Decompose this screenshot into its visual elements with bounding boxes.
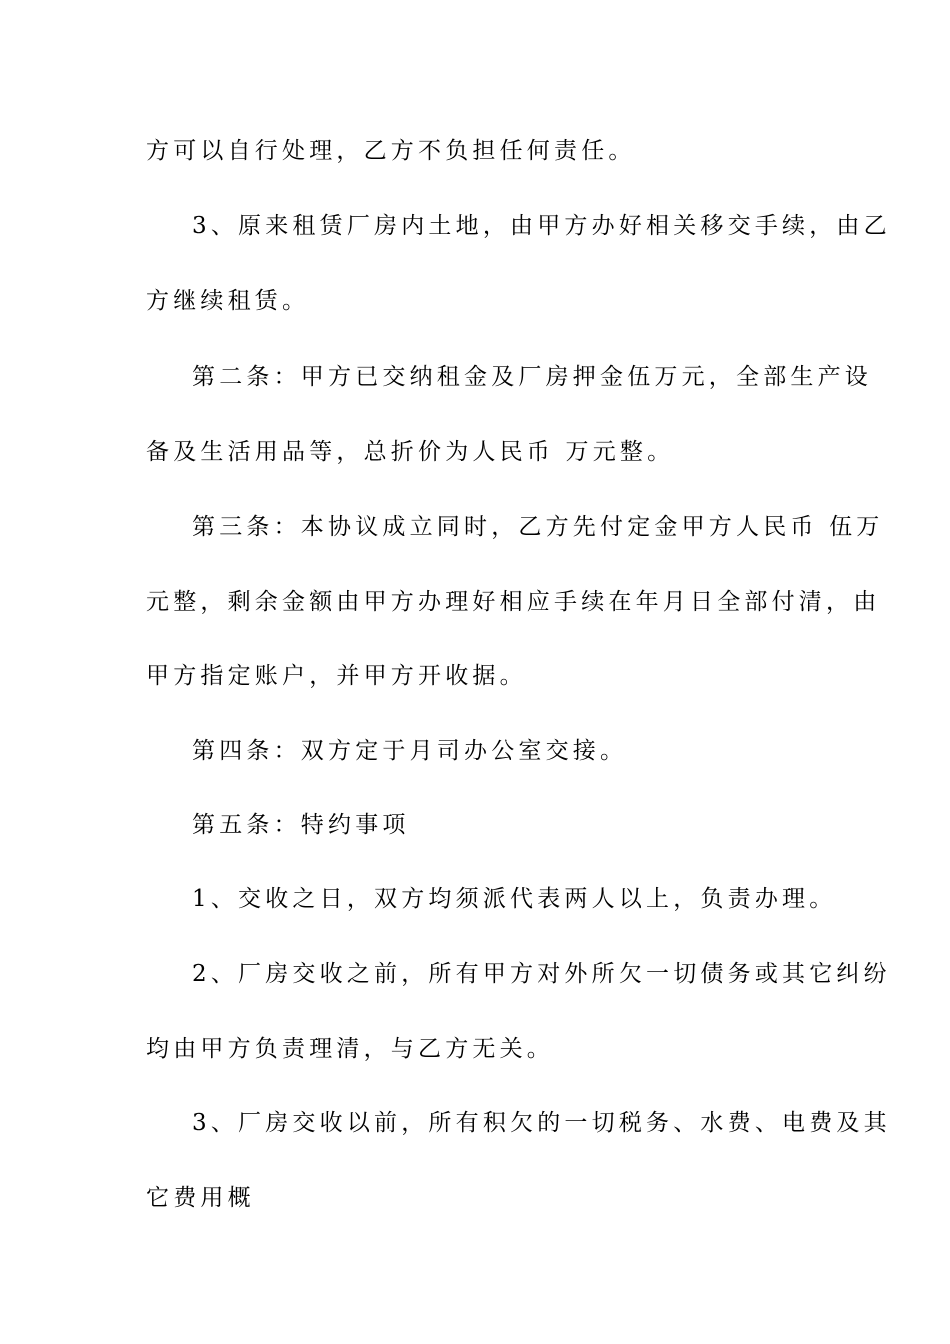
text-line: 第二条：甲方已交纳租金及厂房押金伍万元，全部生产设 bbox=[192, 364, 872, 390]
text-line: 2、厂房交收之前，所有甲方对外所欠一切债务或其它纠纷 bbox=[192, 961, 891, 987]
text-line: 第三条：本协议成立同时，乙方先付定金甲方人民币 伍万 bbox=[192, 514, 884, 540]
text-line: 备及生活用品等，总折价为人民币 万元整。 bbox=[146, 439, 675, 465]
text-line: 3、厂房交收以前，所有积欠的一切税务、水费、电费及其 bbox=[192, 1110, 891, 1136]
text-line: 它费用概 bbox=[146, 1185, 255, 1211]
text-line: 方可以自行处理，乙方不负担任何责任。 bbox=[146, 138, 636, 164]
text-line: 方继续租赁。 bbox=[146, 288, 310, 314]
text-line: 3、原来租赁厂房内土地，由甲方办好相关移交手续，由乙 bbox=[192, 213, 891, 239]
text-line: 元整，剩余金额由甲方办理好相应手续在年月日全部付清，由 bbox=[146, 589, 881, 615]
text-line: 甲方指定账户，并甲方开收据。 bbox=[146, 663, 527, 689]
text-line: 1、交收之日，双方均须派代表两人以上，负责办理。 bbox=[192, 886, 837, 912]
text-line: 第四条：双方定于月司办公室交接。 bbox=[192, 738, 628, 764]
text-line: 均由甲方负责理清，与乙方无关。 bbox=[146, 1036, 554, 1062]
text-line: 第五条：特约事项 bbox=[192, 812, 410, 838]
